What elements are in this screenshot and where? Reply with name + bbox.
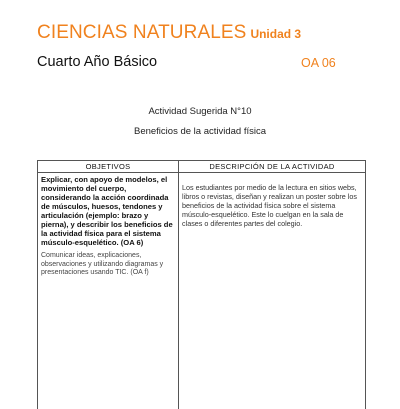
skill-text: Comunicar ideas, explicaciones, observaciones y utilizando diagramas y presentaciones usando TIC. (OA f) bbox=[41, 252, 175, 278]
grade-label: Cuarto Año Básico bbox=[37, 54, 157, 70]
header-objectives: OBJETIVOS bbox=[38, 161, 179, 173]
activity-table bbox=[37, 160, 366, 409]
description-cell bbox=[179, 173, 366, 409]
subject-title: CIENCIAS NATURALES bbox=[37, 22, 246, 43]
table-header-row bbox=[38, 161, 366, 173]
header-description: DESCRIPCIÓN DE LA ACTIVIDAD bbox=[179, 161, 366, 173]
table-row bbox=[38, 173, 366, 409]
oa-code: OA 06 bbox=[301, 56, 336, 70]
description-text: Los estudiantes por medio de la lectura en sitios webs, libros o revistas, diseñan y realizan un poster sobre los beneficios de la actividad física sobre el sistema músculo-esquelético. Este lo cuelgan en la sala de clases o diferentes partes del colegio. bbox=[182, 183, 362, 228]
activity-title: Actividad Sugerida N°10 bbox=[0, 106, 400, 117]
activity-subtitle: Beneficios de la actividad física bbox=[0, 126, 400, 137]
objective-text: Explicar, con apoyo de modelos, el movimiento del cuerpo, considerando la acción coordinada de músculos, huesos, tendones y articulación (ejemplo: brazo y pierna), y describir los beneficios de la actividad física para el sistema músculo-esquelético. (OA 6) bbox=[41, 175, 175, 247]
document-title bbox=[37, 22, 301, 44]
unit-label: Unidad 3 bbox=[250, 27, 301, 41]
objectives-cell bbox=[38, 173, 179, 409]
